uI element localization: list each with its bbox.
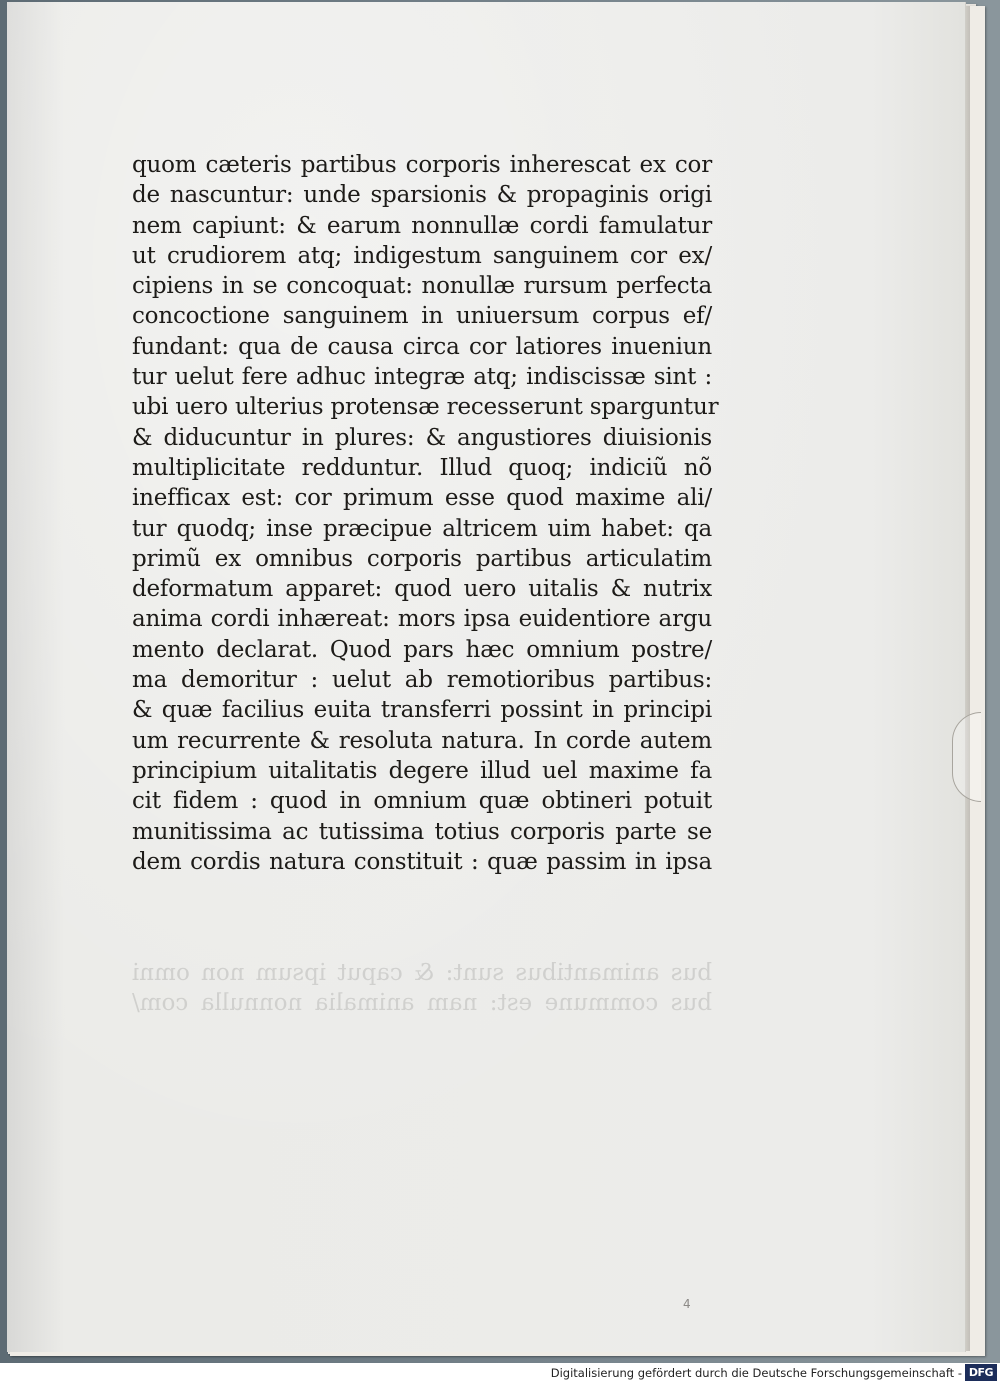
bleed-line: bus commune est: nam animalia nonnulla com/: [132, 990, 712, 1017]
text-line: mento declarat. Quod pars hæc omnium postre/: [132, 636, 712, 663]
text-line: deformatum apparet: quod uero uitalis & nutrix: [132, 576, 712, 603]
page-mark: 4: [683, 1297, 691, 1311]
text-line: ut crudiorem atq; indigestum sanguinem cor ex/: [132, 242, 712, 269]
text-line: & quæ facilius euita transferri possint in principi: [132, 697, 712, 724]
text-line: ma demoritur : uelut ab remotioribus partibus:: [132, 667, 712, 694]
bleed-line: bus animantibus sunt: & caput ipsum non omni: [132, 960, 712, 986]
text-line: concoctione sanguinem in uniuersum corpus ef/: [132, 303, 712, 330]
text-line: tur quodq; inse præcipue altricem uim habet: qa: [132, 515, 712, 542]
main-text-block: [132, 150, 719, 877]
text-line: cipiens in se concoquat: nonullæ rursum perfecta: [132, 273, 712, 300]
text-line: tur uelut fere adhuc integræ atq; indiscissæ sint :: [132, 364, 712, 391]
footer-credit: Digitalisierung gefördert durch die Deutsche Forschungsgemeinschaft -: [550, 1366, 962, 1380]
text-line: fundant: qua de causa circa cor latiores inueniun: [132, 333, 712, 360]
text-line: nem capiunt: & earum nonnullæ cordi famulatur: [132, 212, 712, 239]
text-line: dem cordis natura constituit : quæ passim in ipsa: [132, 848, 712, 875]
text-line: munitissima ac tutissima totius corporis parte se: [132, 818, 712, 845]
text-line: cit fidem : quod in omnium quæ obtineri potuit: [132, 788, 712, 815]
dfg-logo: DFG: [965, 1364, 997, 1381]
text-line: inefficax est: cor primum esse quod maxime ali/: [132, 485, 712, 512]
text-line: ubi uero ulterius protensæ recesserunt sparguntur: [132, 394, 719, 421]
text-line: principium uitalitatis degere illud uel maxime fa: [132, 757, 712, 784]
text-line: quom cæteris partibus corporis inherescat ex cor: [132, 152, 712, 178]
text-line: um recurrente & resoluta natura. In corde autem: [132, 727, 712, 754]
text-line: & diducuntur in plures: & angustiores diuisionis: [132, 424, 712, 451]
text-line: primũ ex omnibus corporis partibus articulatim: [132, 545, 712, 572]
thumb-tab-notch: [952, 712, 981, 802]
text-line: anima cordi inhæreat: mors ipsa euidentiore argu: [132, 606, 712, 633]
bleed-through-text: [132, 958, 712, 1019]
text-line: multiplicitate redduntur. Illud quoq; indiciũ nõ: [132, 454, 712, 481]
text-line: de nascuntur: unde sparsionis & propaginis origi: [132, 182, 712, 209]
